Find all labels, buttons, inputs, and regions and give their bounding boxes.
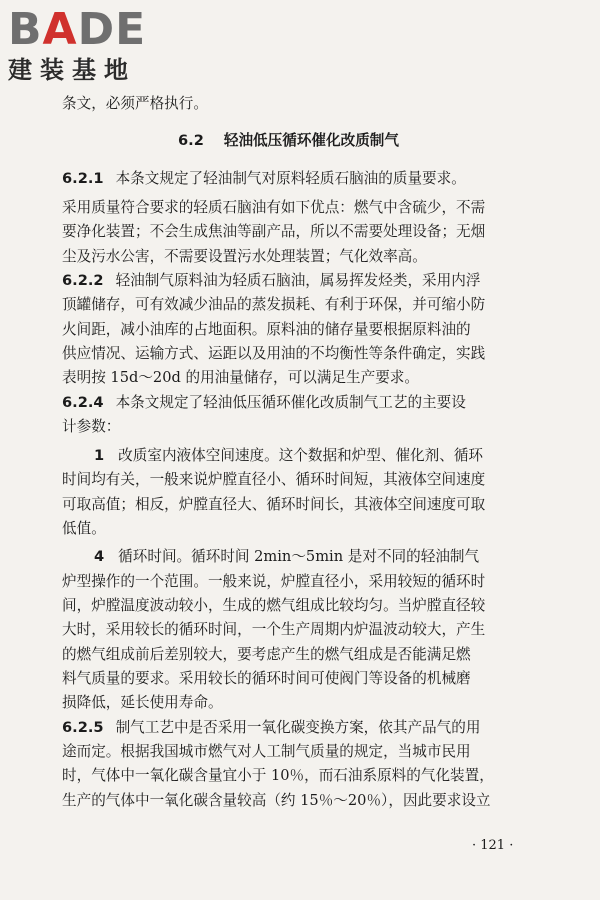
text-line — [62, 692, 600, 714]
clause-number: 1 — [94, 447, 105, 464]
line-text: 的燃气组成前后差别较大，要考虑产生的燃气组成是否能满足燃 — [62, 646, 471, 663]
line-text: 损降低，延长使用寿命。 — [62, 694, 223, 711]
clause-number: 6.2.4 — [62, 394, 104, 411]
line-text: 时间均有关，一般来说炉膛直径小、循环时间短，其液体空间速度 — [62, 471, 486, 488]
line-text: 条文，必须严格执行。 — [62, 95, 208, 112]
text-line — [62, 367, 600, 389]
text-line — [62, 221, 600, 243]
text-line — [62, 343, 600, 365]
text-line — [62, 392, 600, 414]
line-text: 轻油低压循环催化改质制气 — [223, 132, 399, 149]
line-text: 制气工艺中是否采用一氧化碳变换方案，依其产品气的用 — [115, 719, 481, 736]
line-text: 尘及污水公害，不需要设置污水处理装置；气化效率高。 — [62, 248, 427, 265]
line-text: 可取高值；相反，炉膛直径大、循环时间长，其液体空间速度可取 — [62, 496, 486, 513]
line-text: 采用质量符合要求的轻质石脑油有如下优点：燃气中含硫少，不需 — [62, 199, 486, 216]
line-text: 大时，采用较长的循环时间，一个生产周期内炉温波动较大，产生 — [62, 621, 486, 638]
text-line — [62, 595, 600, 617]
text-line — [62, 416, 600, 438]
text-line — [62, 619, 600, 641]
text-line — [62, 644, 600, 666]
clause-number: 4 — [94, 548, 105, 565]
text-line — [94, 445, 600, 467]
line-text: 本条文规定了轻油制气对原料轻质石脑油的质量要求。 — [115, 170, 466, 187]
clause-number: 6.2 — [178, 132, 204, 149]
clause-number: 6.2.2 — [62, 272, 104, 289]
text-line — [62, 168, 600, 190]
line-text: 要净化装置；不会生成焦油等副产品，所以不需要处理设备；无烟 — [62, 223, 486, 240]
text-line — [62, 294, 600, 316]
line-text: 火间距，减小油库的占地面积。原料油的储存量要根据原料油的 — [62, 321, 471, 338]
line-text: 途而定。根据我国城市燃气对人工制气质量的规定，当城市民用 — [62, 743, 471, 760]
logo-letters-de: DE — [77, 4, 147, 55]
line-text: 供应情况、运输方式、运距以及用油的不均衡性等条件确定，实践 — [62, 345, 486, 362]
line-text: 循环时间。循环时间 2min～5min 是对不同的轻油制气 — [118, 548, 480, 565]
text-line — [62, 93, 600, 115]
text-line — [62, 790, 600, 812]
text-line — [62, 741, 600, 763]
line-text: 表明按 15d～20d 的用油量储存，可以满足生产要求。 — [62, 369, 419, 386]
line-text: 改质室内液体空间速度。这个数据和炉型、催化剂、循环 — [118, 447, 484, 464]
line-text: 顶罐储存，可有效减少油品的蒸发损耗、有利于环保，并可缩小防 — [62, 296, 486, 313]
line-text: 间，炉膛温度波动较小，生成的燃气组成比较均匀。当炉膛直径较 — [62, 597, 486, 614]
logo-letter-a: A — [42, 4, 78, 55]
text-line — [62, 518, 600, 540]
text-line — [62, 319, 600, 341]
text-line — [62, 765, 600, 787]
section-heading — [178, 130, 600, 152]
logo-letter-b: B — [8, 4, 43, 55]
line-text: 料气质量的要求。采用较长的循环时间可使阀门等设备的机械磨 — [62, 670, 471, 687]
text-line — [62, 469, 600, 491]
line-text: 本条文规定了轻油低压循环催化改质制气工艺的主要设 — [115, 394, 466, 411]
clause-number: 6.2.1 — [62, 170, 104, 187]
line-text: 生产的气体中一氧化碳含量较高（约 15％～20％），因此要求设立 — [62, 792, 491, 809]
text-line — [62, 494, 600, 516]
line-text: 低值。 — [62, 520, 106, 537]
text-line — [62, 571, 600, 593]
text-line — [94, 546, 600, 568]
line-text: 炉型操作的一个范围。一般来说，炉膛直径小，采用较短的循环时 — [62, 573, 486, 590]
clause-number: 6.2.5 — [62, 719, 104, 736]
logo-subtitle: 建装基地 — [8, 56, 136, 84]
line-text: 时，气体中一氧化碳含量宜小于 10％，而石油系原料的气化装置， — [62, 767, 494, 784]
line-text: 轻油制气原料油为轻质石脑油，属易挥发烃类，采用内浮 — [115, 272, 481, 289]
text-line — [62, 197, 600, 219]
text-line — [62, 668, 600, 690]
text-line — [62, 246, 600, 268]
text-line — [62, 717, 600, 739]
line-text: 计参数： — [62, 418, 121, 435]
text-line — [62, 270, 600, 292]
page-number: · 121 · — [472, 838, 514, 853]
